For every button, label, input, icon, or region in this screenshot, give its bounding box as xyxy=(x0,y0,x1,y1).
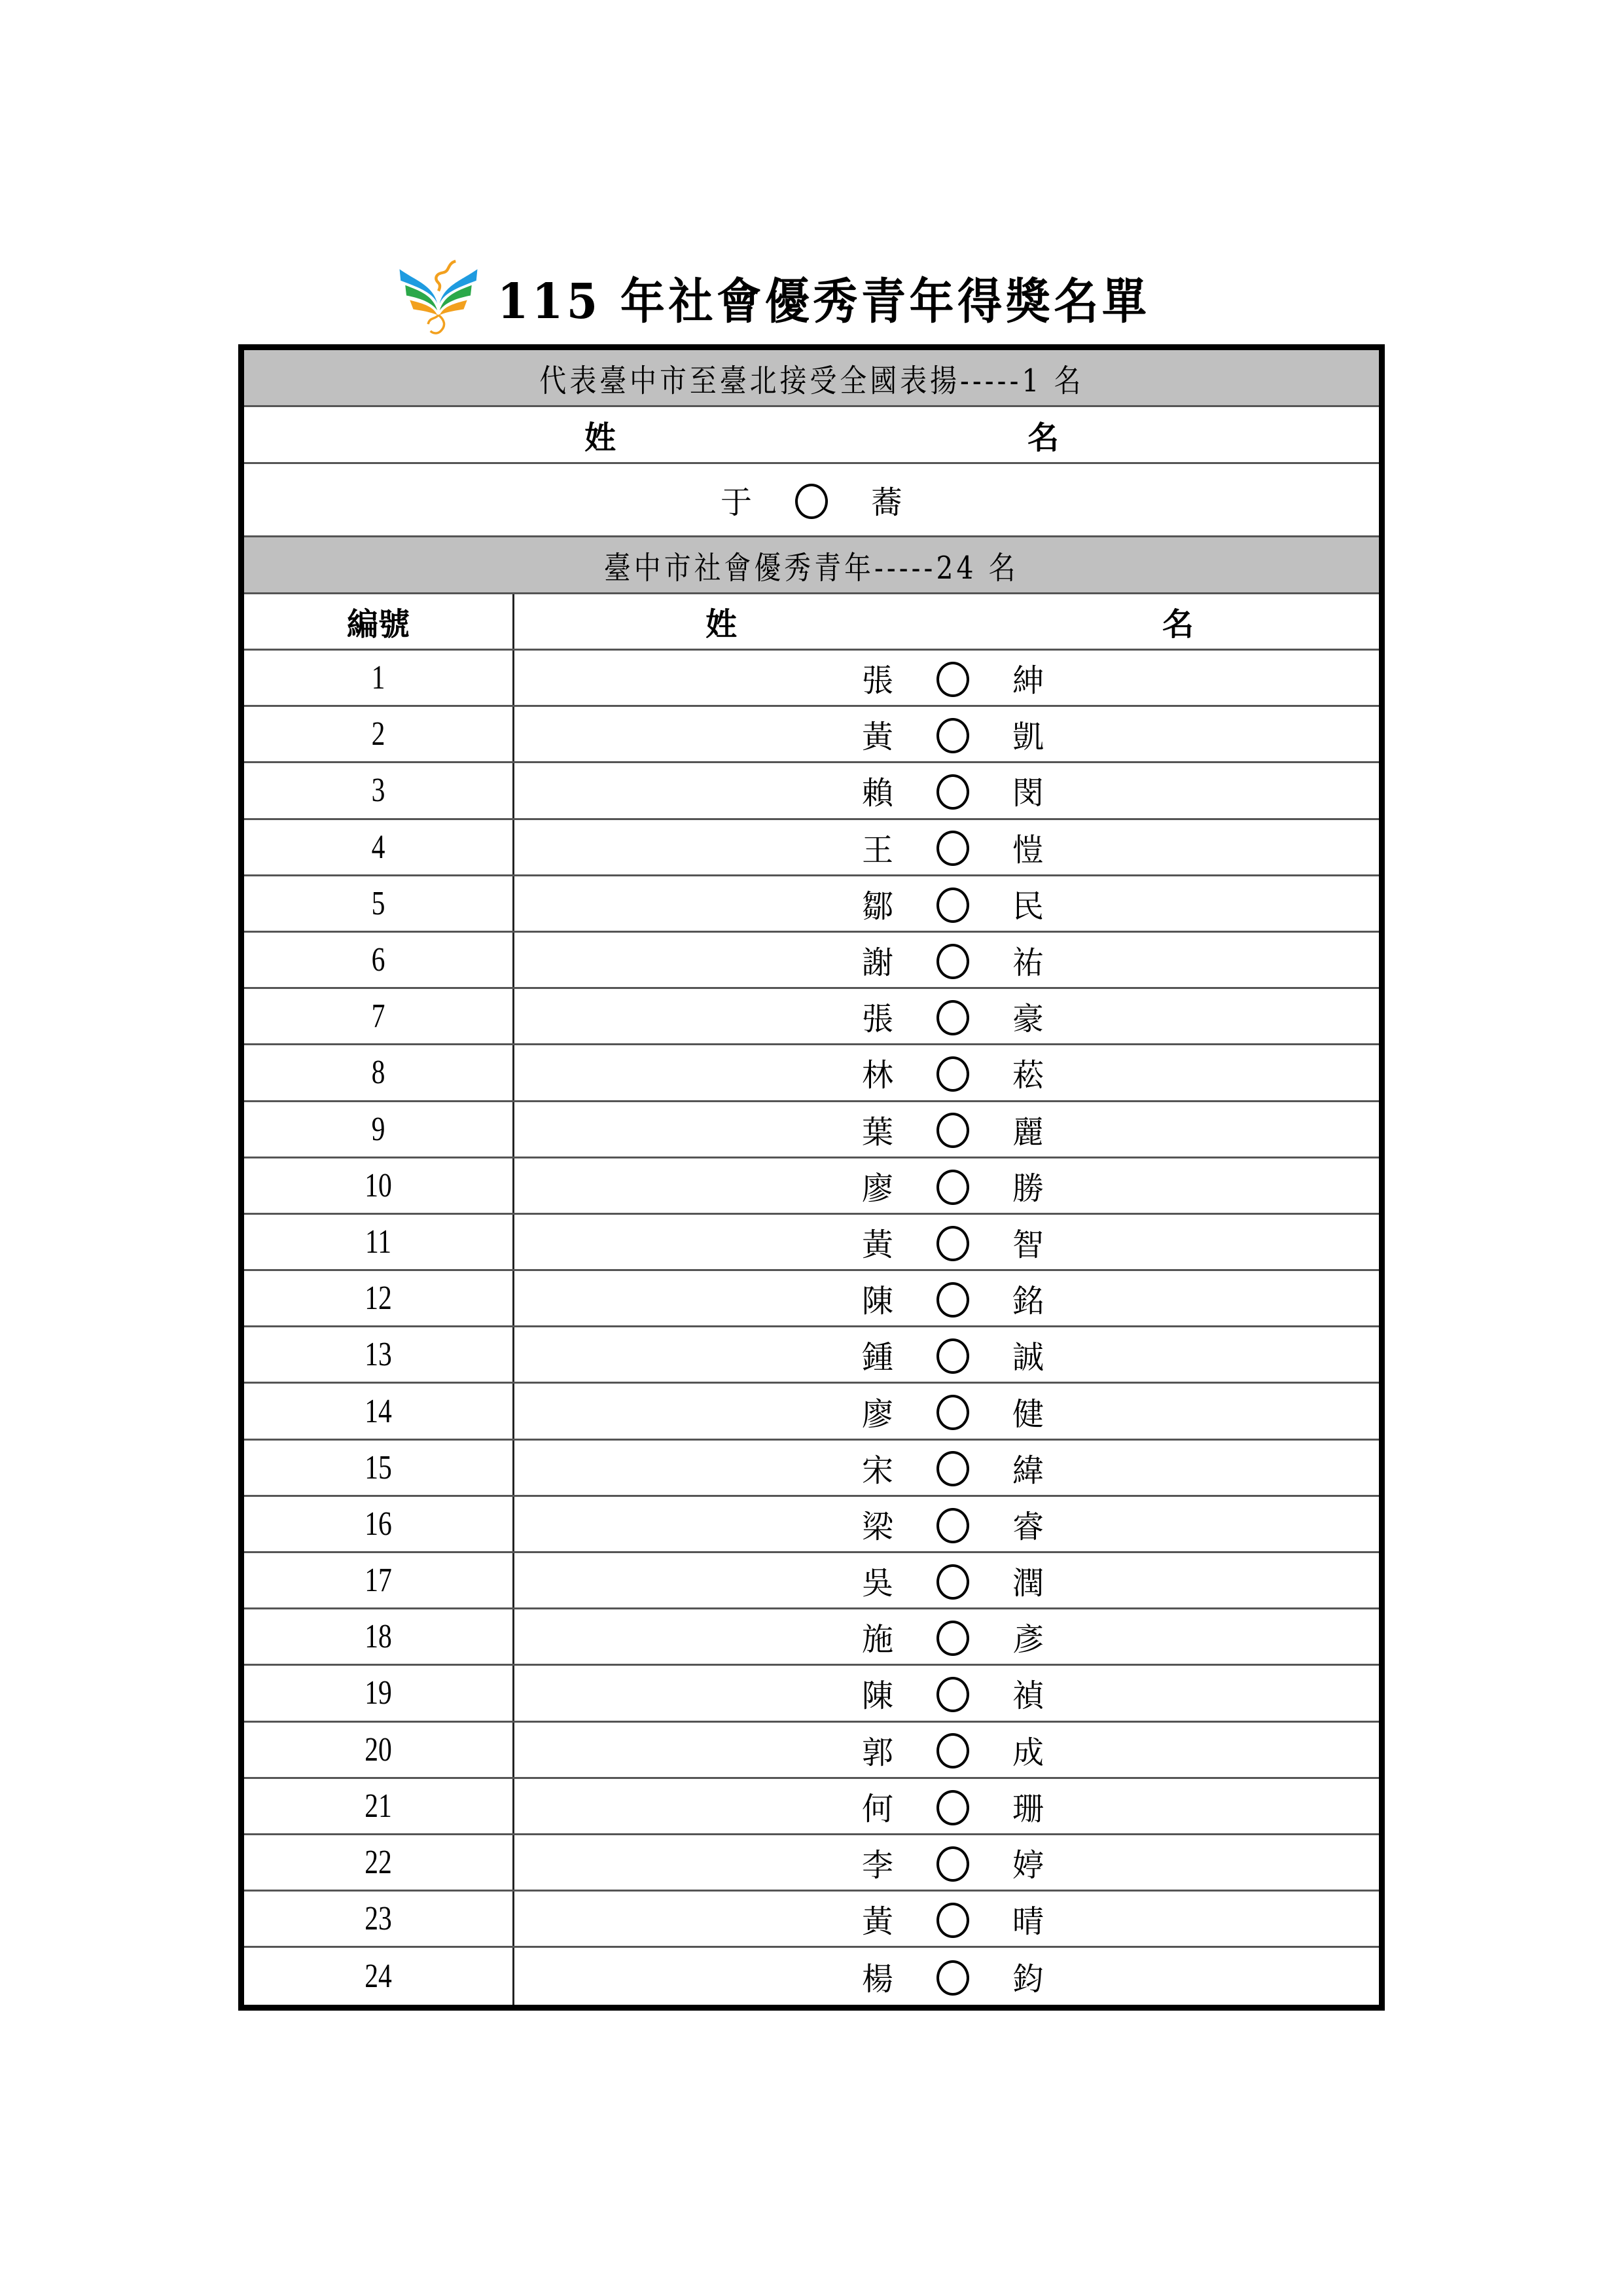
city-section-column-headers xyxy=(244,594,1379,651)
city-section-heading xyxy=(244,537,1379,594)
surname-header: 姓 xyxy=(705,606,738,643)
awardee-surname: 施 xyxy=(861,1621,893,1659)
row-number: 23 xyxy=(365,1900,392,1938)
row-number-cell xyxy=(244,1892,514,1946)
mask-circle-icon xyxy=(936,831,969,866)
table-row xyxy=(244,707,1379,763)
row-number-cell xyxy=(244,820,514,874)
row-number: 6 xyxy=(371,941,385,979)
row-number: 7 xyxy=(371,997,385,1035)
table-row xyxy=(244,763,1379,819)
row-number-cell xyxy=(244,1553,514,1607)
awardee-name xyxy=(851,1332,1054,1377)
row-number-cell xyxy=(244,707,514,761)
row-name-cell xyxy=(514,1609,1379,1664)
table-row xyxy=(244,1045,1379,1102)
mask-circle-icon xyxy=(936,1903,969,1938)
row-name-cell xyxy=(514,1723,1379,1777)
awardee-name xyxy=(851,994,1054,1039)
row-number-cell xyxy=(244,989,514,1043)
table-row xyxy=(244,1779,1379,1835)
awardee-surname: 鍾 xyxy=(861,1339,893,1376)
awardee-given-name: 民 xyxy=(1012,888,1044,925)
document-title: 115 年社會優秀青年得獎名單 xyxy=(497,274,1150,330)
number-header-text: 編號 xyxy=(346,606,410,643)
masked-character xyxy=(904,1392,1002,1431)
table-row xyxy=(244,1666,1379,1722)
row-name-cell xyxy=(514,876,1379,931)
awardee-given-name: 紳 xyxy=(1012,662,1044,700)
awardee-surname: 葉 xyxy=(861,1113,893,1151)
row-name-cell xyxy=(514,1158,1379,1213)
masked-character xyxy=(904,941,1002,979)
awardee-given-name: 彥 xyxy=(1012,1621,1044,1659)
masked-character xyxy=(904,1674,1002,1713)
table-row xyxy=(244,820,1379,876)
row-number: 2 xyxy=(371,715,385,753)
awardee-name xyxy=(851,881,1054,926)
name-header xyxy=(514,594,1379,649)
row-name-cell xyxy=(514,1497,1379,1551)
mask-circle-icon xyxy=(936,1113,969,1148)
awardee-surname: 李 xyxy=(861,1847,893,1884)
row-name-cell xyxy=(514,1892,1379,1946)
row-number: 17 xyxy=(365,1562,392,1600)
mask-circle-icon xyxy=(936,1170,969,1205)
row-number-cell xyxy=(244,1158,514,1213)
row-number-cell xyxy=(244,1045,514,1100)
masked-character xyxy=(904,1899,1002,1938)
mask-circle-icon xyxy=(936,1056,969,1092)
row-number-cell xyxy=(244,1441,514,1495)
masked-character xyxy=(904,997,1002,1035)
row-name-cell xyxy=(514,1666,1379,1720)
mask-circle-icon xyxy=(936,1564,969,1600)
row-number: 18 xyxy=(365,1618,392,1656)
awardee-name xyxy=(851,1219,1054,1265)
row-number-cell xyxy=(244,933,514,987)
masked-character xyxy=(904,1110,1002,1149)
mask-circle-icon xyxy=(936,1621,969,1656)
awardee-name xyxy=(851,937,1054,982)
awardee-given-name: 祐 xyxy=(1012,944,1044,982)
surname-header: 姓 xyxy=(584,419,616,456)
masked-character xyxy=(904,1336,1002,1374)
row-name-cell xyxy=(514,1553,1379,1607)
table-row xyxy=(244,1158,1379,1215)
awardee-surname: 黃 xyxy=(861,719,893,756)
table-row xyxy=(244,1271,1379,1327)
mask-circle-icon xyxy=(936,1451,969,1486)
mask-circle-icon xyxy=(936,944,969,979)
awardee-given-name: 禎 xyxy=(1012,1677,1044,1715)
masked-character xyxy=(904,1448,1002,1487)
document-header xyxy=(393,252,1207,344)
masked-character xyxy=(904,1561,1002,1600)
mask-circle-icon xyxy=(936,888,969,923)
row-number-cell xyxy=(244,1497,514,1551)
awardee-given-name: 婷 xyxy=(1012,1847,1044,1884)
masked-character xyxy=(904,884,1002,923)
awardee-surname: 郭 xyxy=(861,1734,893,1771)
row-number: 21 xyxy=(365,1787,392,1825)
table-row xyxy=(244,1497,1379,1553)
mask-circle-icon xyxy=(936,1846,969,1882)
mask-circle-icon xyxy=(936,1733,969,1768)
awardee-given-name: 誠 xyxy=(1012,1339,1044,1376)
row-number: 8 xyxy=(371,1054,385,1092)
mask-circle-icon xyxy=(936,1960,969,1996)
awardee-name xyxy=(851,1276,1054,1321)
row-number-cell xyxy=(244,1384,514,1438)
awardee-given-name: 晴 xyxy=(1012,1903,1044,1941)
masked-character xyxy=(904,1223,1002,1261)
row-name-cell xyxy=(514,1215,1379,1269)
awardee-name xyxy=(851,1840,1054,1885)
row-number: 19 xyxy=(365,1674,392,1712)
table-row xyxy=(244,876,1379,933)
city-section-heading-text: 臺中市社會優秀青年-----24 名 xyxy=(604,549,1019,586)
row-number-cell xyxy=(244,1948,514,2004)
awardee-surname: 黃 xyxy=(861,1903,893,1941)
awardee-surname: 林 xyxy=(861,1057,893,1094)
masked-character xyxy=(904,772,1002,810)
row-name-cell xyxy=(514,1441,1379,1495)
national-section-column-headers xyxy=(244,407,1379,464)
awardee-surname: 張 xyxy=(861,662,893,700)
awardee-surname: 黃 xyxy=(861,1226,893,1263)
awardee-surname: 吳 xyxy=(861,1565,893,1602)
national-section-heading-text: 代表臺中市至臺北接受全國表揚-----1 名 xyxy=(539,362,1084,399)
awardee-given-name: 蕎 xyxy=(870,484,902,521)
masked-character xyxy=(904,1787,1002,1825)
masked-character xyxy=(904,1054,1002,1092)
row-name-cell xyxy=(514,1948,1379,2004)
awardee-given-name: 健 xyxy=(1012,1395,1044,1433)
awardee-surname: 于 xyxy=(720,484,752,521)
masked-character xyxy=(904,1505,1002,1543)
national-section-heading xyxy=(244,350,1379,407)
row-name-cell xyxy=(514,933,1379,987)
masked-character xyxy=(762,480,861,519)
awardee-surname: 謝 xyxy=(861,944,893,982)
mask-circle-icon xyxy=(936,774,969,810)
awardee-surname: 陳 xyxy=(861,1283,893,1320)
awardee-name xyxy=(851,1558,1054,1603)
table-row xyxy=(244,1215,1379,1271)
row-name-cell xyxy=(514,1271,1379,1325)
masked-character xyxy=(904,1279,1002,1318)
masked-character xyxy=(904,828,1002,867)
mask-circle-icon xyxy=(936,662,969,697)
awardee-given-name: 凱 xyxy=(1012,719,1044,756)
row-number: 10 xyxy=(365,1166,392,1204)
table-row xyxy=(244,651,1379,707)
table-row xyxy=(244,1327,1379,1384)
row-number-cell xyxy=(244,1609,514,1664)
masked-character xyxy=(904,1843,1002,1882)
awardee-surname: 宋 xyxy=(861,1452,893,1489)
row-number: 24 xyxy=(365,1957,392,1995)
table-row xyxy=(244,1609,1379,1666)
awardee-given-name: 麗 xyxy=(1012,1113,1044,1151)
awardee-surname: 王 xyxy=(861,831,893,869)
awardee-surname: 梁 xyxy=(861,1508,893,1545)
awardee-name xyxy=(851,768,1054,813)
masked-character xyxy=(904,1166,1002,1205)
awardee-name xyxy=(851,1389,1054,1434)
awardee-name xyxy=(851,711,1054,757)
masked-character xyxy=(904,715,1002,754)
row-number-cell xyxy=(244,763,514,817)
row-number-cell xyxy=(244,651,514,705)
row-number-cell xyxy=(244,1835,514,1890)
mask-circle-icon xyxy=(936,718,969,753)
phoenix-logo-icon xyxy=(393,255,484,340)
row-number-cell xyxy=(244,1666,514,1720)
row-number: 5 xyxy=(371,884,385,922)
mask-circle-icon xyxy=(936,1677,969,1712)
table-row xyxy=(244,933,1379,989)
awardee-surname: 鄒 xyxy=(861,888,893,925)
table-row xyxy=(244,989,1379,1045)
mask-circle-icon xyxy=(936,1226,969,1261)
awardee-given-name: 銘 xyxy=(1012,1283,1044,1320)
awardee-name xyxy=(851,1107,1054,1152)
row-name-cell xyxy=(514,707,1379,761)
row-name-cell xyxy=(514,1835,1379,1890)
awardee-given-name: 成 xyxy=(1012,1734,1044,1771)
awardee-table xyxy=(238,344,1385,2011)
awardee-name xyxy=(851,1163,1054,1208)
awardee-name xyxy=(851,1050,1054,1095)
table-row xyxy=(244,1553,1379,1609)
awardee-name xyxy=(851,1784,1054,1829)
mask-circle-icon xyxy=(936,1790,969,1825)
awardee-name xyxy=(851,1670,1054,1715)
row-name-cell xyxy=(514,989,1379,1043)
row-name-cell xyxy=(514,1045,1379,1100)
awardee-given-name: 閔 xyxy=(1012,775,1044,812)
mask-circle-icon xyxy=(936,1508,969,1543)
row-name-cell xyxy=(514,763,1379,817)
awardee-name xyxy=(851,1727,1054,1772)
row-number: 22 xyxy=(365,1844,392,1882)
row-number-cell xyxy=(244,1327,514,1382)
awardee-given-name: 緯 xyxy=(1012,1452,1044,1489)
table-row xyxy=(244,1723,1379,1779)
given-name-header: 名 xyxy=(1162,606,1194,643)
national-awardee-row xyxy=(244,464,1379,537)
mask-circle-icon xyxy=(936,1338,969,1374)
row-name-cell xyxy=(514,1384,1379,1438)
awardee-surname: 賴 xyxy=(861,775,893,812)
awardee-given-name: 潤 xyxy=(1012,1565,1044,1602)
row-number-cell xyxy=(244,876,514,931)
table-row xyxy=(244,1948,1379,2004)
awardee-given-name: 菘 xyxy=(1012,1057,1044,1094)
awardee-given-name: 珊 xyxy=(1012,1790,1044,1827)
row-number: 11 xyxy=(365,1223,392,1261)
row-number: 4 xyxy=(371,828,385,866)
awardee-given-name: 豪 xyxy=(1012,1001,1044,1038)
row-number: 1 xyxy=(371,659,385,697)
awardee-surname: 廖 xyxy=(861,1170,893,1207)
row-number: 20 xyxy=(365,1731,392,1768)
row-number: 12 xyxy=(365,1280,392,1318)
table-row xyxy=(244,1441,1379,1497)
row-number-cell xyxy=(244,1779,514,1833)
mask-circle-icon xyxy=(936,1000,969,1035)
awardee-name xyxy=(851,1501,1054,1547)
table-row xyxy=(244,1384,1379,1440)
awardee-surname: 廖 xyxy=(861,1395,893,1433)
masked-character xyxy=(904,1618,1002,1657)
masked-character xyxy=(904,658,1002,697)
awardee-name xyxy=(851,825,1054,870)
given-name-header: 名 xyxy=(1027,419,1060,456)
row-number: 3 xyxy=(371,772,385,810)
row-number-cell xyxy=(244,1271,514,1325)
row-number-cell xyxy=(244,1102,514,1157)
row-number: 15 xyxy=(365,1448,392,1486)
number-header xyxy=(244,594,514,649)
table-row xyxy=(244,1892,1379,1948)
awardee-given-name: 勝 xyxy=(1012,1170,1044,1207)
awardee-surname: 張 xyxy=(861,1001,893,1038)
table-row xyxy=(244,1835,1379,1892)
awardee-given-name: 愷 xyxy=(1012,831,1044,869)
masked-character xyxy=(904,1957,1002,1996)
row-number: 9 xyxy=(371,1110,385,1148)
mask-circle-icon xyxy=(936,1395,969,1430)
table-row xyxy=(244,1102,1379,1158)
awardee-rows xyxy=(244,651,1379,2005)
row-name-cell xyxy=(514,1779,1379,1833)
row-number-cell xyxy=(244,1215,514,1269)
mask-circle-icon xyxy=(936,1282,969,1318)
masked-character xyxy=(904,1731,1002,1769)
mask-circle-icon xyxy=(795,484,828,519)
row-name-cell xyxy=(514,820,1379,874)
awardee-given-name: 鈞 xyxy=(1012,1960,1044,1998)
awardee-name xyxy=(851,1445,1054,1490)
awardee-surname: 楊 xyxy=(861,1960,893,1998)
row-number: 14 xyxy=(365,1392,392,1430)
awardee-name xyxy=(851,1896,1054,1941)
awardee-given-name: 智 xyxy=(1012,1226,1044,1263)
awardee-surname: 何 xyxy=(861,1790,893,1827)
row-number: 16 xyxy=(365,1505,392,1543)
awardee-name xyxy=(851,1614,1054,1659)
national-awardee-name xyxy=(710,477,913,522)
awardee-given-name: 睿 xyxy=(1012,1508,1044,1545)
row-number-cell xyxy=(244,1723,514,1777)
row-number: 13 xyxy=(365,1336,392,1374)
awardee-name xyxy=(851,655,1054,700)
awardee-name xyxy=(851,1954,1054,1999)
row-name-cell xyxy=(514,1102,1379,1157)
row-name-cell xyxy=(514,651,1379,705)
awardee-surname: 陳 xyxy=(861,1677,893,1715)
row-name-cell xyxy=(514,1327,1379,1382)
